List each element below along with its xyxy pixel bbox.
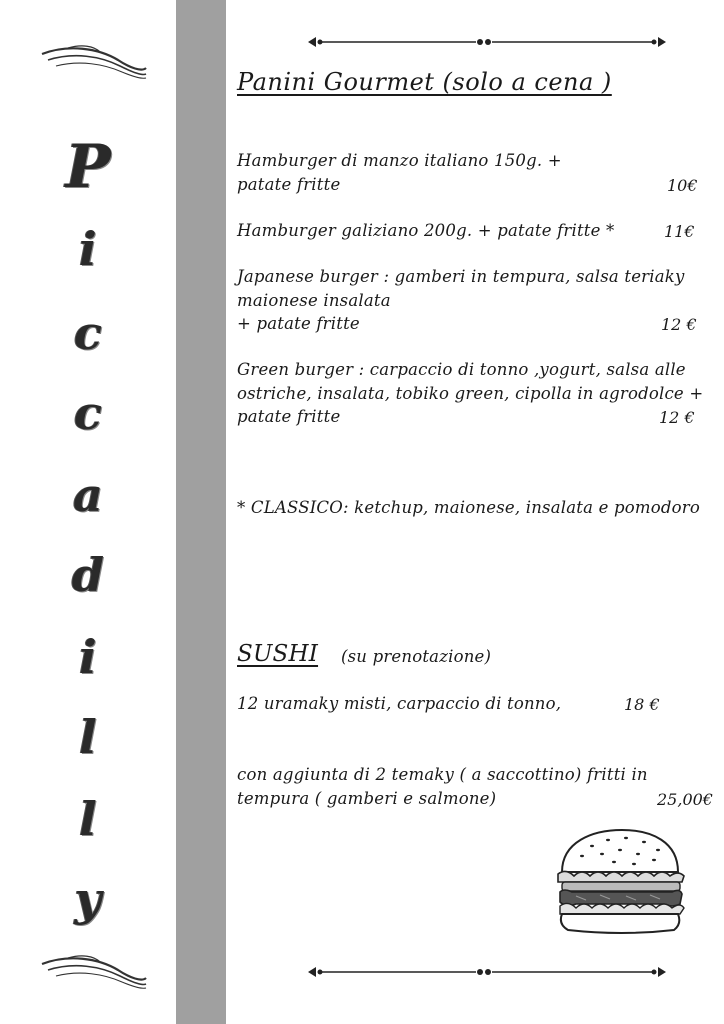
brand-letter: a [73, 468, 103, 522]
brand-letter: c [73, 386, 102, 440]
sushi-section-title: SUSHI [237, 641, 319, 667]
item-description: ostriche, insalata, tobiko green, cipolla in agrodolce + [237, 384, 704, 403]
item-description: 12 uramaky misti, carpaccio di tonno, [237, 694, 562, 713]
brand-vertical-name [0, 0, 176, 1024]
panini-section-title: Panini Gourmet (solo a cena ) [237, 68, 612, 96]
item-price: 11€ [664, 222, 695, 241]
gray-side-band [176, 0, 226, 1024]
item-price: 25,00€ [657, 790, 713, 809]
brand-letter: i [79, 630, 97, 684]
sushi-section-subtitle: (su prenotazione) [341, 647, 492, 666]
brand-letter: y [74, 872, 102, 926]
bottom-ornament-divider-icon [306, 965, 668, 979]
item-description: Hamburger di manzo italiano 150g. + [237, 151, 562, 170]
brand-letter: l [79, 710, 97, 764]
item-price: 12 € [659, 408, 695, 427]
item-price: 10€ [667, 176, 698, 195]
item-description: patate fritte [237, 407, 341, 426]
brand-letter: i [79, 222, 97, 276]
item-description: Green burger : carpaccio di tonno ,yogurt, salsa alle [237, 360, 686, 379]
bottom-flourish-icon [38, 952, 148, 992]
item-description: Japanese burger : gamberi in tempura, salsa teriaky [237, 267, 685, 286]
item-description: Hamburger galiziano 200g. + patate fritte * [237, 221, 615, 240]
item-description: maionese insalata [237, 291, 391, 310]
item-description: patate fritte [237, 175, 341, 194]
brand-letter: l [79, 792, 97, 846]
burger-illustration-icon [552, 826, 688, 936]
brand-letter: c [73, 306, 102, 360]
item-description: con aggiunta di 2 temaky ( a saccottino) fritti in [237, 765, 648, 784]
top-flourish-icon [38, 42, 148, 82]
top-ornament-divider-icon [306, 35, 668, 49]
brand-letter: P [65, 132, 111, 202]
item-price: 18 € [624, 695, 660, 714]
item-description: tempura ( gamberi e salmone) [237, 789, 497, 808]
item-price: 12 € [661, 315, 697, 334]
classico-note: * CLASSICO: ketchup, maionese, insalata e pomodoro [237, 498, 700, 517]
item-description: + patate fritte [237, 314, 360, 333]
brand-letter: d [71, 548, 105, 602]
